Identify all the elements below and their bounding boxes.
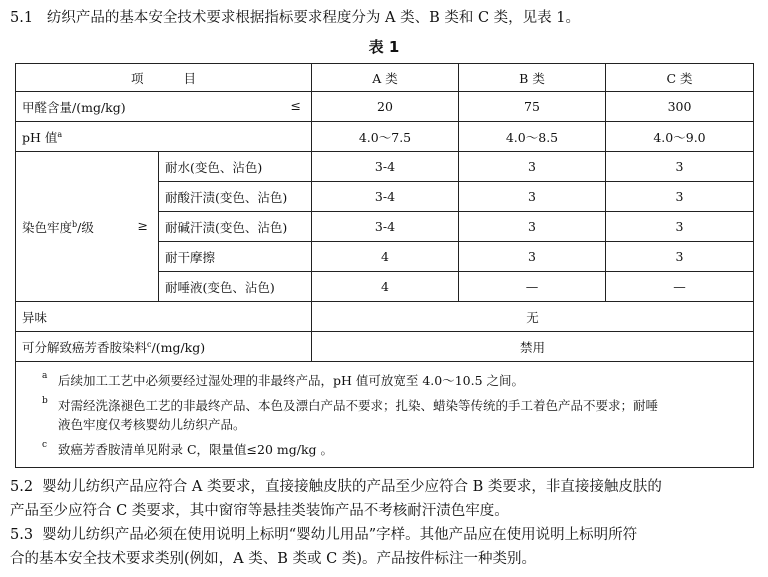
section-5-1 — [10, 6, 580, 30]
table-row-fastness — [16, 152, 754, 182]
note-c: c 致癌芳香胺清单见附录 C，限量值≤20 mg/kg 。 — [42, 440, 334, 457]
value-a: 4 — [312, 272, 459, 302]
table-notes-row — [16, 362, 754, 468]
fastness-item: 耐酸汗渍(变色、沾色) — [159, 182, 312, 212]
value-b: 75 — [459, 92, 606, 122]
value-c: 3 — [606, 242, 754, 272]
table-row-ph — [16, 122, 754, 152]
value-a: 4 — [312, 242, 459, 272]
section-text: 婴幼儿纺织产品必须在使用说明上标明“婴幼儿用品”字样。其他产品应在使用说明上标明所符 — [42, 527, 638, 543]
table-row-formaldehyde — [16, 92, 754, 122]
table-row-odor — [16, 302, 754, 332]
section-text: 产品至少应符合 C 类要求，其中窗帘等悬挂类装饰产品不考核耐汗渍色牢度。 — [10, 503, 509, 519]
note-a: a 后续加工工艺中必须要经过湿处理的非最终产品，pH 值可放宽至 4.0～10.5 之间。 — [42, 371, 525, 388]
table-caption: 表 1 — [368, 38, 400, 56]
value-b: 3 — [459, 152, 606, 182]
header-class-c: C 类 — [606, 64, 754, 92]
row-label: 甲醛含量/(mg/kg) ≤ — [16, 92, 312, 122]
value-c: 3 — [606, 152, 754, 182]
section-number: 5.2 — [10, 479, 34, 495]
value-a: 4.0～7.5 — [312, 122, 459, 152]
section-5-3 — [10, 523, 637, 571]
fastness-item: 耐唾液(变色、沾色) — [159, 272, 312, 302]
fastness-item: 耐水(变色、沾色) — [159, 152, 312, 182]
value-b: 3 — [459, 212, 606, 242]
value-a: 3-4 — [312, 152, 459, 182]
header-class-a: A 类 — [312, 64, 459, 92]
value-b: — — [459, 272, 606, 302]
table-header-row — [16, 64, 754, 92]
value-a: 3-4 — [312, 182, 459, 212]
row-label: 可分解致癌芳香胺染料$^c$/(mg/kg) — [16, 332, 312, 362]
value-b: 4.0～8.5 — [459, 122, 606, 152]
header-class-b: B 类 — [459, 64, 606, 92]
section-text: 合的基本安全技术要求类别(例如，A 类、B 类或 C 类)。产品按件标注一种类别。 — [10, 551, 536, 567]
section-5-2 — [10, 475, 662, 523]
table-notes — [16, 362, 754, 468]
requirements-table — [15, 63, 754, 468]
section-number: 5.1 — [10, 10, 34, 26]
value-c: 3 — [606, 182, 754, 212]
note-b: b 对需经洗涤褪色工艺的非最终产品、本色及漂白产品不要求；扎染、蜡染等传统的手工着色产品不要求；耐唾 液色牢度仅考核婴幼儿纺织产品。 — [42, 396, 659, 432]
value-c: 4.0～9.0 — [606, 122, 754, 152]
value-a: 3-4 — [312, 212, 459, 242]
fastness-label: 染色牢度$^b$/级 ≥ — [16, 152, 159, 302]
row-value: 无 — [312, 302, 754, 332]
table-row-amine — [16, 332, 754, 362]
row-label: pH 值$^a$ — [16, 122, 312, 152]
section-text: 纺织产品的基本安全技术要求根据指标要求程度分为 A 类、B 类和 C 类，见表 1。 — [46, 10, 580, 26]
value-c: — — [606, 272, 754, 302]
value-b: 3 — [459, 182, 606, 212]
header-item: 项 目 — [16, 64, 312, 92]
value-c: 300 — [606, 92, 754, 122]
row-label: 异味 — [16, 302, 312, 332]
fastness-item: 耐碱汗渍(变色、沾色) — [159, 212, 312, 242]
section-text: 婴幼儿纺织产品应符合 A 类要求，直接接触皮肤的产品至少应符合 B 类要求，非直接接触皮肤的 — [42, 479, 662, 495]
row-value: 禁用 — [312, 332, 754, 362]
fastness-item: 耐干摩擦 — [159, 242, 312, 272]
value-a: 20 — [312, 92, 459, 122]
value-b: 3 — [459, 242, 606, 272]
section-number: 5.3 — [10, 527, 34, 543]
value-c: 3 — [606, 212, 754, 242]
